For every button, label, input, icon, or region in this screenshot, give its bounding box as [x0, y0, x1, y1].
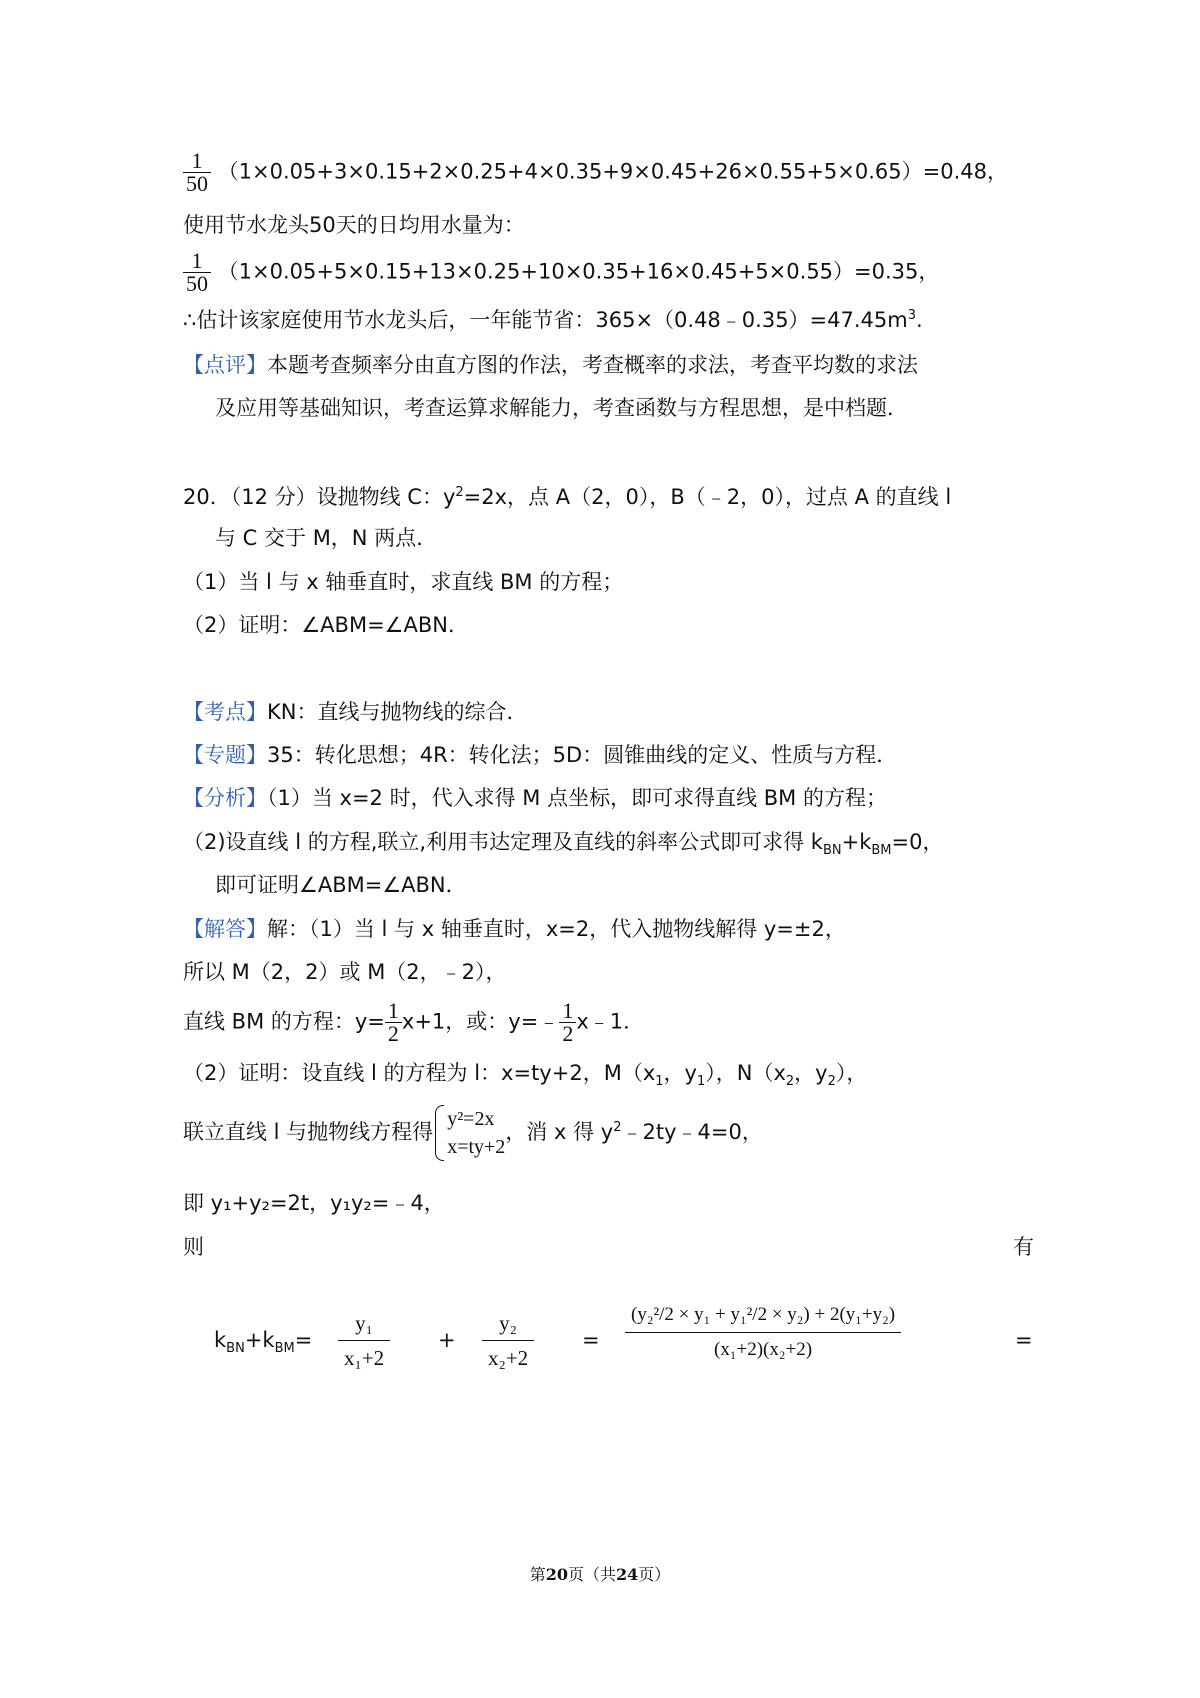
zhuanti-line: 【专题】35：转化思想；4R：转化法；5D：圆锥曲线的定义、性质与方程． — [183, 743, 898, 767]
fenxi-line-1: 【分析】（1）当 x=2 时，代入求得 M 点坐标，即可求得直线 BM 的方程； — [183, 786, 887, 810]
fraction-1-50: $\frac{1}{50}$ — [183, 150, 211, 195]
fraction-1-50-b: $\frac{1}{50}$ — [183, 250, 211, 295]
slope-lhs: $k_{BN}+k_{BM}=$ — [214, 1328, 313, 1357]
question-20-line-2: 与 C 交于 M，N 两点． — [215, 526, 438, 550]
equals-sign-3: = — [1015, 1328, 1033, 1352]
fraction-half-2: $\frac{1}{2}$ — [559, 1000, 576, 1045]
equals-sign-2: = — [582, 1328, 600, 1352]
you-word: 有 — [1013, 1235, 1034, 1259]
ze-word: 则 — [183, 1235, 204, 1259]
jieda-line-6: 即 y₁+y₂=2t，y₁y₂=﹣4， — [183, 1191, 445, 1215]
fenxi-tag: 【分析】 — [183, 786, 267, 810]
kaodian-tag: 【考点】 — [183, 700, 267, 724]
fenxi-line-2: （2)设直线 l 的方程,联立,利用韦达定理及直线的斜率公式即可求得 $k_{BN}+k_{BM}=0$， — [183, 830, 944, 859]
fraction-half-1: $\frac{1}{2}$ — [385, 1000, 402, 1045]
page-number: 20 — [545, 1565, 568, 1584]
jieda-line-5: 联立直线 l 与抛物线方程得 y²=2x x=ty+2 ，消 x 得 $y^2﹣2ty﹣4=0$， — [183, 1105, 763, 1161]
calc-line-3: $\frac{1}{50}$ （1×0.05+5×0.15+13×0.25+10×0.35+16×0.45+5×0.55）=0.35， — [183, 250, 939, 295]
jieda-tag: 【解答】 — [183, 917, 267, 941]
text-line-2: 使用节水龙头50天的日均用水量为： — [183, 213, 525, 237]
slope-fraction-1: $\frac{\text{y₁}}{\text{x₁+2}}$ — [338, 1308, 390, 1373]
jieda-line-2: 所以 M（2，2）或 M（2，﹣2）， — [183, 960, 507, 984]
jieda-line-1: 【解答】解：（1）当 l 与 x 轴垂直时，x=2，代入抛物线解得 y=±2， — [183, 917, 846, 941]
jieda-line-3: 直线 BM 的方程：y= $\frac{1}{2}$ x+1，或：y=﹣ $\frac{1}{2}$ x﹣1． — [183, 998, 645, 1046]
conclusion-line: ∴估计该家庭使用节水龙头后，一年能节省：$365\times(0.48﹣0.35)=47.45m^3$. — [183, 308, 923, 332]
zhuanti-tag: 【专题】 — [183, 743, 267, 767]
question-20-part-1: （1）当 l 与 x 轴垂直时，求直线 BM 的方程； — [183, 570, 624, 594]
page-total: 24 — [616, 1565, 639, 1584]
calc-line-1: $\frac{1}{50}$ （1×0.05+3×0.15+2×0.25+4×0.35+9×0.45+26×0.55+5×0.65）=0.48， — [183, 150, 1008, 195]
question-20-line-1: 20．（12 分）设抛物线 C：$y^2=2x$，点 A（2，0），B（﹣2，0），过点 A 的直线 l — [183, 485, 952, 509]
dianping-line-2: 及应用等基础知识，考查运算求解能力，考查函数与方程思想，是中档题． — [215, 396, 908, 420]
kaodian-line: 【考点】KN：直线与抛物线的综合． — [183, 700, 528, 724]
dianping-tag: 【点评】 — [183, 353, 267, 377]
plus-sign: + — [438, 1328, 456, 1352]
page-footer: 第20页（共24页） — [529, 1565, 671, 1584]
fenxi-line-3: 即可证明∠ABM=∠ABN． — [215, 873, 467, 897]
equation-system: y²=2x x=ty+2 — [433, 1105, 505, 1161]
jieda-line-4: （2）证明：设直线 l 的方程为 l：x=ty+2，$M(x_1$，$y_1$），$N(x_2$，$y_2$）， — [183, 1061, 868, 1090]
slope-fraction-3: $\frac{\text{(y₂²/2 × y₁ + y₁²/2 × y₂) + 2(y₁+y₂)}}{\text{(x₁+2)(x₂+2)}}$ — [625, 1300, 901, 1365]
question-20-part-2: （2）证明：∠ABM=∠ABN． — [183, 613, 469, 637]
dianping-line-1: 【点评】本题考查频率分由直方图的作法，考查概率的求法，考查平均数的求法 — [183, 353, 918, 377]
slope-fraction-2: $\frac{\text{y₂}}{\text{x₂+2}}$ — [482, 1308, 534, 1373]
